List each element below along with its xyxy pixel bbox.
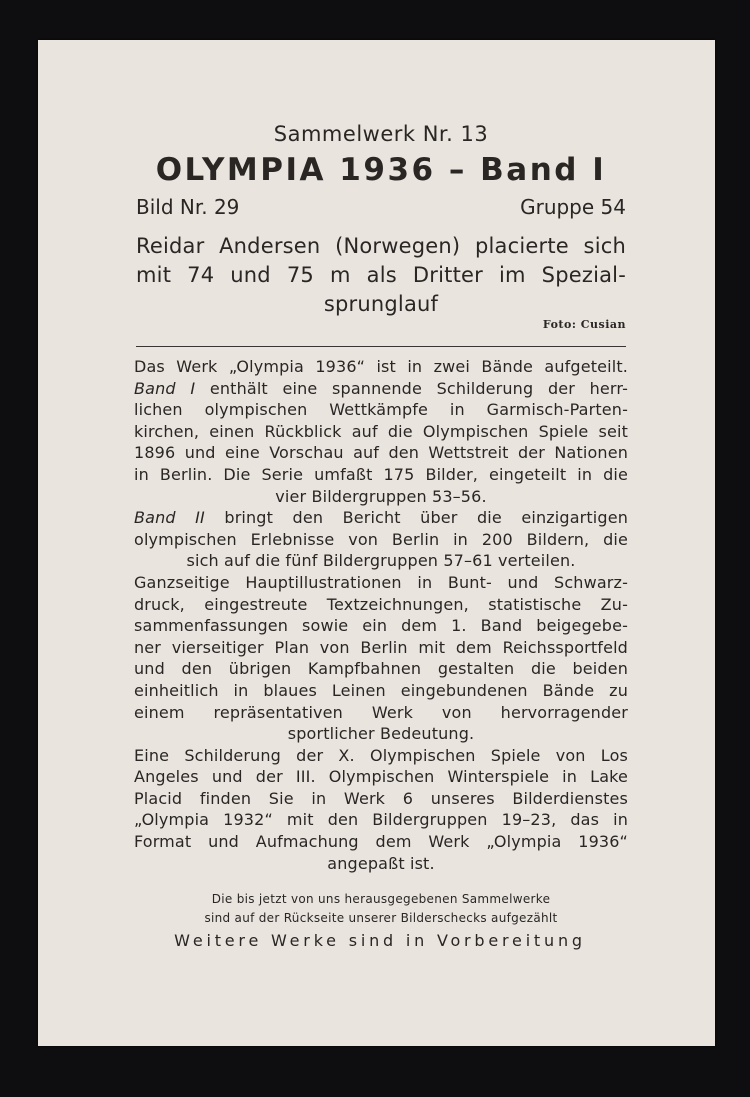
- text-line: und den übrigen Kampfbahnen gestalten die beiden: [134, 659, 628, 679]
- collection-note: [134, 890, 628, 928]
- text-line: lichen olympischen Wettkämpfe in Garmisch-Parten-: [134, 400, 628, 420]
- text-line: „Olympia 1932“ mit den Bildergruppen 19–23, das in: [134, 810, 628, 830]
- text-line: angepaßt ist.: [327, 853, 435, 873]
- text-line: Eine Schilderung der X. Olympischen Spiele von Los: [134, 745, 628, 765]
- band-two-label: Band II: [134, 508, 205, 528]
- caption-line: sprunglauf: [323, 292, 439, 316]
- card-number-row: [136, 195, 626, 221]
- text-line: Angeles und der III. Olympischen Winterspiele in Lake: [134, 767, 628, 787]
- note-line: Die bis jetzt von uns herausgegebenen Sammelwerke: [211, 892, 551, 906]
- caption-line: Reidar Andersen (Norwegen) placierte sich: [136, 234, 626, 258]
- divider: [136, 346, 626, 347]
- text-line: sportlicher Bedeutung.: [287, 724, 475, 744]
- band-one-label: Band I: [134, 378, 196, 398]
- description-text: [134, 356, 628, 874]
- text-line: einheitlich in blaues Leinen eingebundenen Bände zu: [134, 680, 628, 700]
- picture-caption: [136, 232, 626, 319]
- text-line: Band II bringt den Bericht über die einzigartigen: [134, 508, 628, 528]
- text-line: Placid finden Sie in Werk 6 unseres Bilderdienstes: [134, 788, 628, 808]
- text-line: vier Bildergruppen 53–56.: [275, 486, 487, 506]
- text-line: in Berlin. Die Serie umfaßt 175 Bilder, eingeteilt in die: [134, 464, 628, 484]
- text-line: einem repräsentativen Werk von hervorragender: [134, 702, 628, 722]
- picture-number: Bild Nr. 29: [136, 195, 240, 219]
- text-line: sammenfassungen sowie ein dem 1. Band beigegebe-: [134, 616, 628, 636]
- group-label: Gruppe 54: [520, 195, 626, 219]
- text-line: sich auf die fünf Bildergruppen 57–61 verteilen.: [186, 551, 576, 571]
- text-line: Das Werk „Olympia 1936“ ist in zwei Bände aufgeteilt.: [134, 357, 628, 376]
- series-label: Sammelwerk Nr. 13: [273, 122, 489, 146]
- text-line: Format und Aufmachung dem Werk „Olympia 1936“: [134, 832, 628, 852]
- text-line: 1896 und eine Vorschau auf den Wettstreit der Nationen: [134, 443, 628, 463]
- text-line: ner vierseitiger Plan von Berlin mit dem Reichssportfeld: [134, 637, 628, 657]
- text-line: kirchen, einen Rückblick auf die Olympischen Spiele seit: [134, 421, 628, 441]
- note-line: sind auf der Rückseite unserer Bilderschecks aufgezählt: [204, 911, 558, 925]
- text-line: Ganzseitige Hauptillustrationen in Bunt- und Schwarz-: [134, 572, 628, 592]
- footer-text: Weitere Werke sind in Vorbereitung: [174, 931, 586, 950]
- card-title: OLYMPIA 1936 – Band I: [155, 152, 607, 188]
- photo-credit: Foto: Cusian: [542, 318, 626, 331]
- collector-card: [38, 40, 715, 1046]
- text-line: olympischen Erlebnisse von Berlin in 200 Bildern, die: [134, 529, 628, 549]
- text-line: Band I enthält eine spannende Schilderung der herr-: [134, 378, 628, 398]
- text-line: druck, eingestreute Textzeichnungen, statistische Zu-: [134, 594, 628, 614]
- caption-line: mit 74 und 75 m als Dritter im Spezial-: [136, 263, 626, 287]
